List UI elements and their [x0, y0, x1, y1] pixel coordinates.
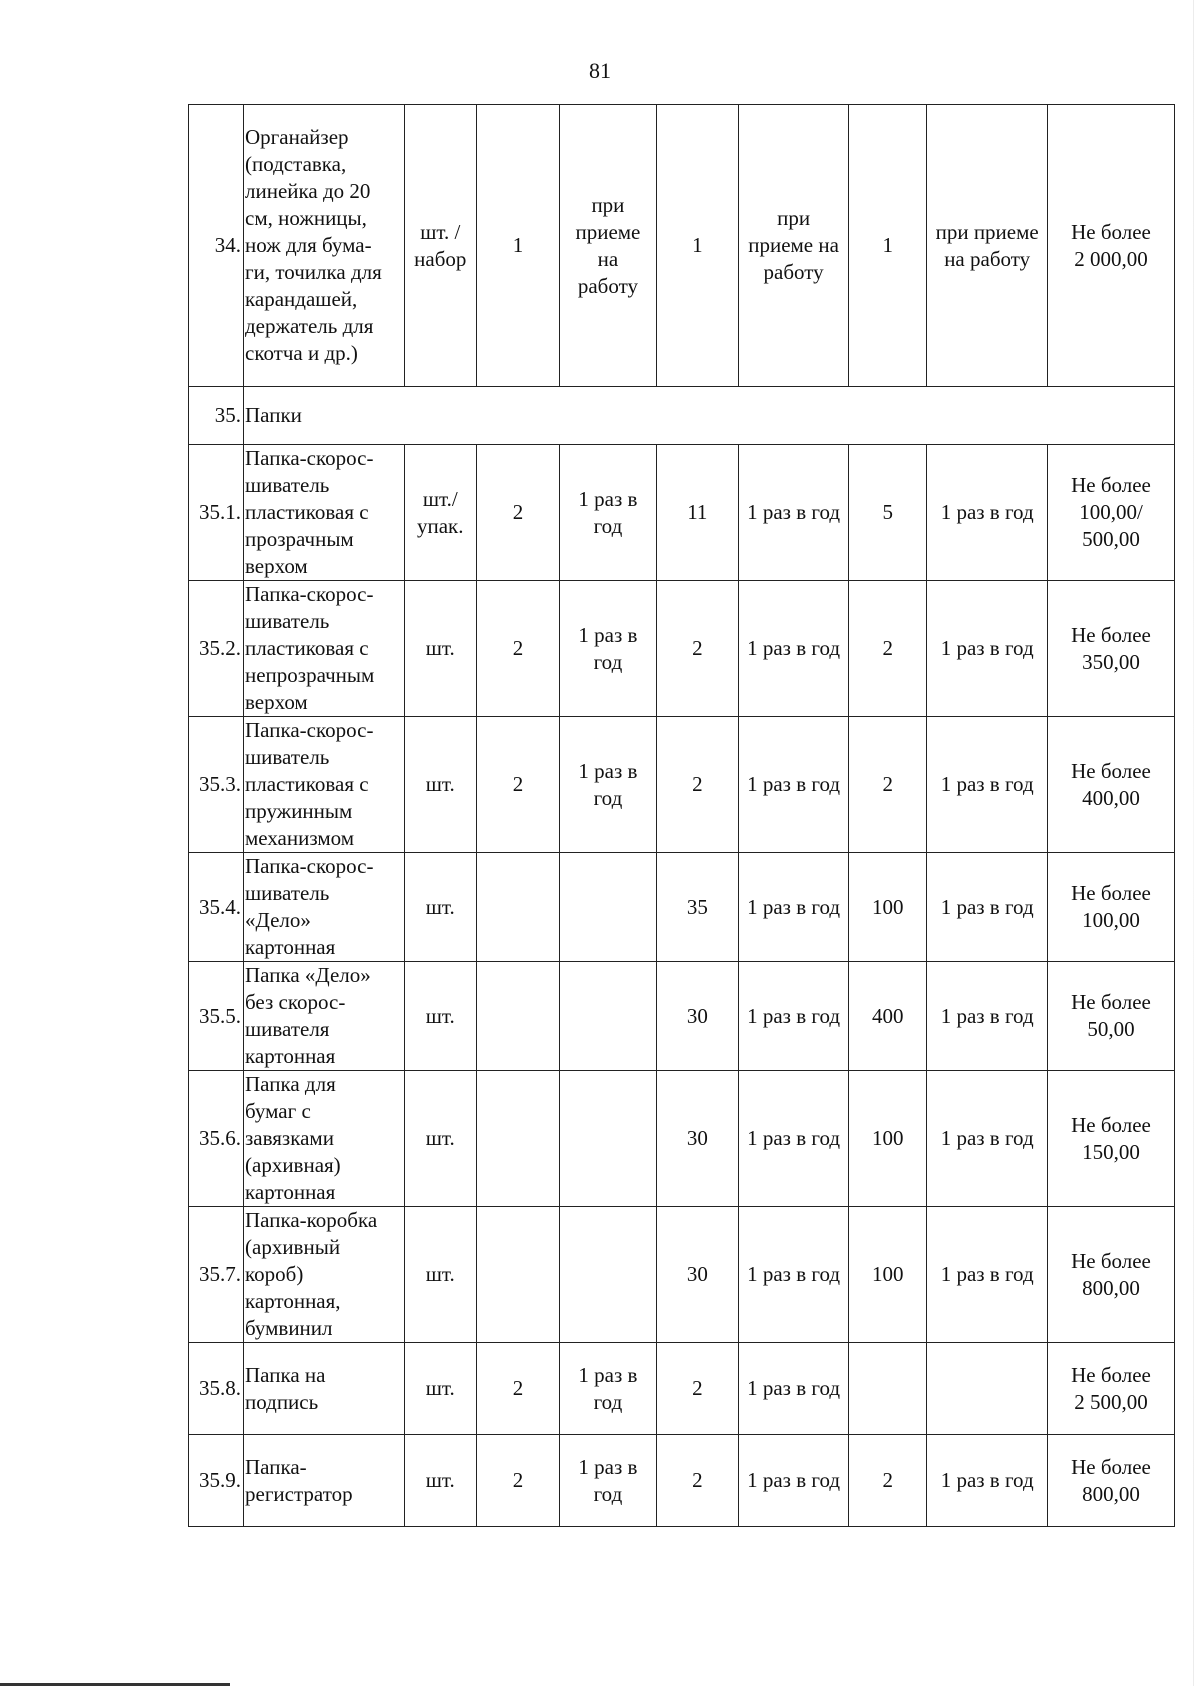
- row-number: 35.6.: [189, 1071, 244, 1207]
- quantity-cell: 400: [849, 962, 927, 1071]
- supplies-table: [188, 104, 1175, 1527]
- quantity-cell: 2: [849, 1435, 927, 1527]
- table-row: [189, 1435, 1175, 1527]
- unit-cell: шт.: [404, 853, 476, 962]
- unit-cell: шт.: [404, 581, 476, 717]
- frequency-cell: 1 раз в год: [739, 1071, 849, 1207]
- frequency-cell: 1 раз в год: [739, 1343, 849, 1435]
- item-name: Папка-скорос- шиватель пластиковая с непрозрачным верхом: [244, 581, 405, 717]
- frequency-cell: 1 раз в год: [927, 1207, 1048, 1343]
- table-row: [189, 853, 1175, 962]
- table-row: [189, 105, 1175, 387]
- quantity-cell: 2: [476, 1343, 560, 1435]
- table-row: [189, 387, 1175, 445]
- price-cell: Не более 350,00: [1047, 581, 1174, 717]
- price-cell: Не более 150,00: [1047, 1071, 1174, 1207]
- item-name: Органайзер (подставка, линейка до 20 см, ножницы, нож для бума- ги, точилка для карандашей, держатель для скотча и др.): [244, 105, 405, 387]
- unit-cell: шт./ упак.: [404, 445, 476, 581]
- price-cell: Не более 50,00: [1047, 962, 1174, 1071]
- row-number: 35.4.: [189, 853, 244, 962]
- frequency-cell: 1 раз в год: [739, 581, 849, 717]
- quantity-cell: 2: [476, 581, 560, 717]
- unit-cell: шт. / набор: [404, 105, 476, 387]
- quantity-cell: 1: [476, 105, 560, 387]
- frequency-cell: [560, 962, 656, 1071]
- frequency-cell: при приеме на работу: [739, 105, 849, 387]
- table-body: [189, 105, 1175, 1527]
- table-row: [189, 1207, 1175, 1343]
- page-number: 81: [589, 58, 611, 83]
- item-name: Папка- регистратор: [244, 1435, 405, 1527]
- frequency-cell: [560, 853, 656, 962]
- unit-cell: шт.: [404, 717, 476, 853]
- table-row: [189, 445, 1175, 581]
- unit-cell: шт.: [404, 962, 476, 1071]
- quantity-cell: 100: [849, 1071, 927, 1207]
- frequency-cell: 1 раз в год: [927, 717, 1048, 853]
- frequency-cell: 1 раз в год: [560, 1343, 656, 1435]
- price-cell: Не более 100,00/ 500,00: [1047, 445, 1174, 581]
- price-cell: Не более 800,00: [1047, 1207, 1174, 1343]
- quantity-cell: 35: [656, 853, 739, 962]
- frequency-cell: 1 раз в год: [560, 581, 656, 717]
- table-row: [189, 717, 1175, 853]
- frequency-cell: 1 раз в год: [739, 853, 849, 962]
- row-number: 35.2.: [189, 581, 244, 717]
- frequency-cell: [560, 1071, 656, 1207]
- quantity-cell: 1: [656, 105, 739, 387]
- item-name: Папка-скорос- шиватель пластиковая с пружинным механизмом: [244, 717, 405, 853]
- quantity-cell: 2: [476, 1435, 560, 1527]
- frequency-cell: 1 раз в год: [739, 445, 849, 581]
- row-number: 35.8.: [189, 1343, 244, 1435]
- section-title: Папки: [244, 387, 1175, 445]
- quantity-cell: 2: [656, 581, 739, 717]
- frequency-cell: 1 раз в год: [927, 1071, 1048, 1207]
- quantity-cell: 11: [656, 445, 739, 581]
- unit-cell: шт.: [404, 1435, 476, 1527]
- quantity-cell: [476, 1207, 560, 1343]
- quantity-cell: 30: [656, 1071, 739, 1207]
- scan-edge: [1193, 0, 1194, 1686]
- unit-cell: шт.: [404, 1343, 476, 1435]
- frequency-cell: 1 раз в год: [927, 853, 1048, 962]
- item-name: Папка-скорос- шиватель «Дело» картонная: [244, 853, 405, 962]
- item-name: Папка-скорос- шиватель пластиковая с прозрачным верхом: [244, 445, 405, 581]
- quantity-cell: 2: [849, 581, 927, 717]
- frequency-cell: 1 раз в год: [739, 1207, 849, 1343]
- quantity-cell: 2: [656, 717, 739, 853]
- price-cell: Не более 800,00: [1047, 1435, 1174, 1527]
- row-number: 35.3.: [189, 717, 244, 853]
- frequency-cell: при приеме на работу: [927, 105, 1048, 387]
- price-cell: Не более 2 000,00: [1047, 105, 1174, 387]
- frequency-cell: 1 раз в год: [927, 581, 1048, 717]
- frequency-cell: [560, 1207, 656, 1343]
- quantity-cell: 2: [476, 445, 560, 581]
- frequency-cell: 1 раз в год: [739, 1435, 849, 1527]
- frequency-cell: 1 раз в год: [560, 1435, 656, 1527]
- row-number: 35.1.: [189, 445, 244, 581]
- row-number: 34.: [189, 105, 244, 387]
- item-name: Папка для бумаг с завязками (архивная) картонная: [244, 1071, 405, 1207]
- row-number: 35.7.: [189, 1207, 244, 1343]
- table-row: [189, 1071, 1175, 1207]
- quantity-cell: [476, 1071, 560, 1207]
- quantity-cell: 5: [849, 445, 927, 581]
- frequency-cell: 1 раз в год: [560, 717, 656, 853]
- frequency-cell: 1 раз в год: [927, 445, 1048, 581]
- row-number: 35.: [189, 387, 244, 445]
- frequency-cell: 1 раз в год: [739, 962, 849, 1071]
- item-name: Папка «Дело» без скорос- шивателя картонная: [244, 962, 405, 1071]
- row-number: 35.9.: [189, 1435, 244, 1527]
- quantity-cell: 2: [849, 717, 927, 853]
- item-name: Папка-коробка (архивный короб) картонная, бумвинил: [244, 1207, 405, 1343]
- frequency-cell: 1 раз в год: [739, 717, 849, 853]
- quantity-cell: 100: [849, 853, 927, 962]
- frequency-cell: [927, 1343, 1048, 1435]
- quantity-cell: [849, 1343, 927, 1435]
- table-row: [189, 581, 1175, 717]
- quantity-cell: 2: [476, 717, 560, 853]
- price-cell: Не более 100,00: [1047, 853, 1174, 962]
- price-cell: Не более 2 500,00: [1047, 1343, 1174, 1435]
- table-row: [189, 962, 1175, 1071]
- item-name: Папка на подпись: [244, 1343, 405, 1435]
- frequency-cell: 1 раз в год: [927, 1435, 1048, 1527]
- row-number: 35.5.: [189, 962, 244, 1071]
- quantity-cell: [476, 853, 560, 962]
- frequency-cell: при приеме на работу: [560, 105, 656, 387]
- quantity-cell: 2: [656, 1343, 739, 1435]
- unit-cell: шт.: [404, 1207, 476, 1343]
- quantity-cell: 30: [656, 1207, 739, 1343]
- frequency-cell: 1 раз в год: [560, 445, 656, 581]
- table-row: [189, 1343, 1175, 1435]
- quantity-cell: 100: [849, 1207, 927, 1343]
- quantity-cell: 2: [656, 1435, 739, 1527]
- unit-cell: шт.: [404, 1071, 476, 1207]
- quantity-cell: 30: [656, 962, 739, 1071]
- quantity-cell: 1: [849, 105, 927, 387]
- frequency-cell: 1 раз в год: [927, 962, 1048, 1071]
- price-cell: Не более 400,00: [1047, 717, 1174, 853]
- quantity-cell: [476, 962, 560, 1071]
